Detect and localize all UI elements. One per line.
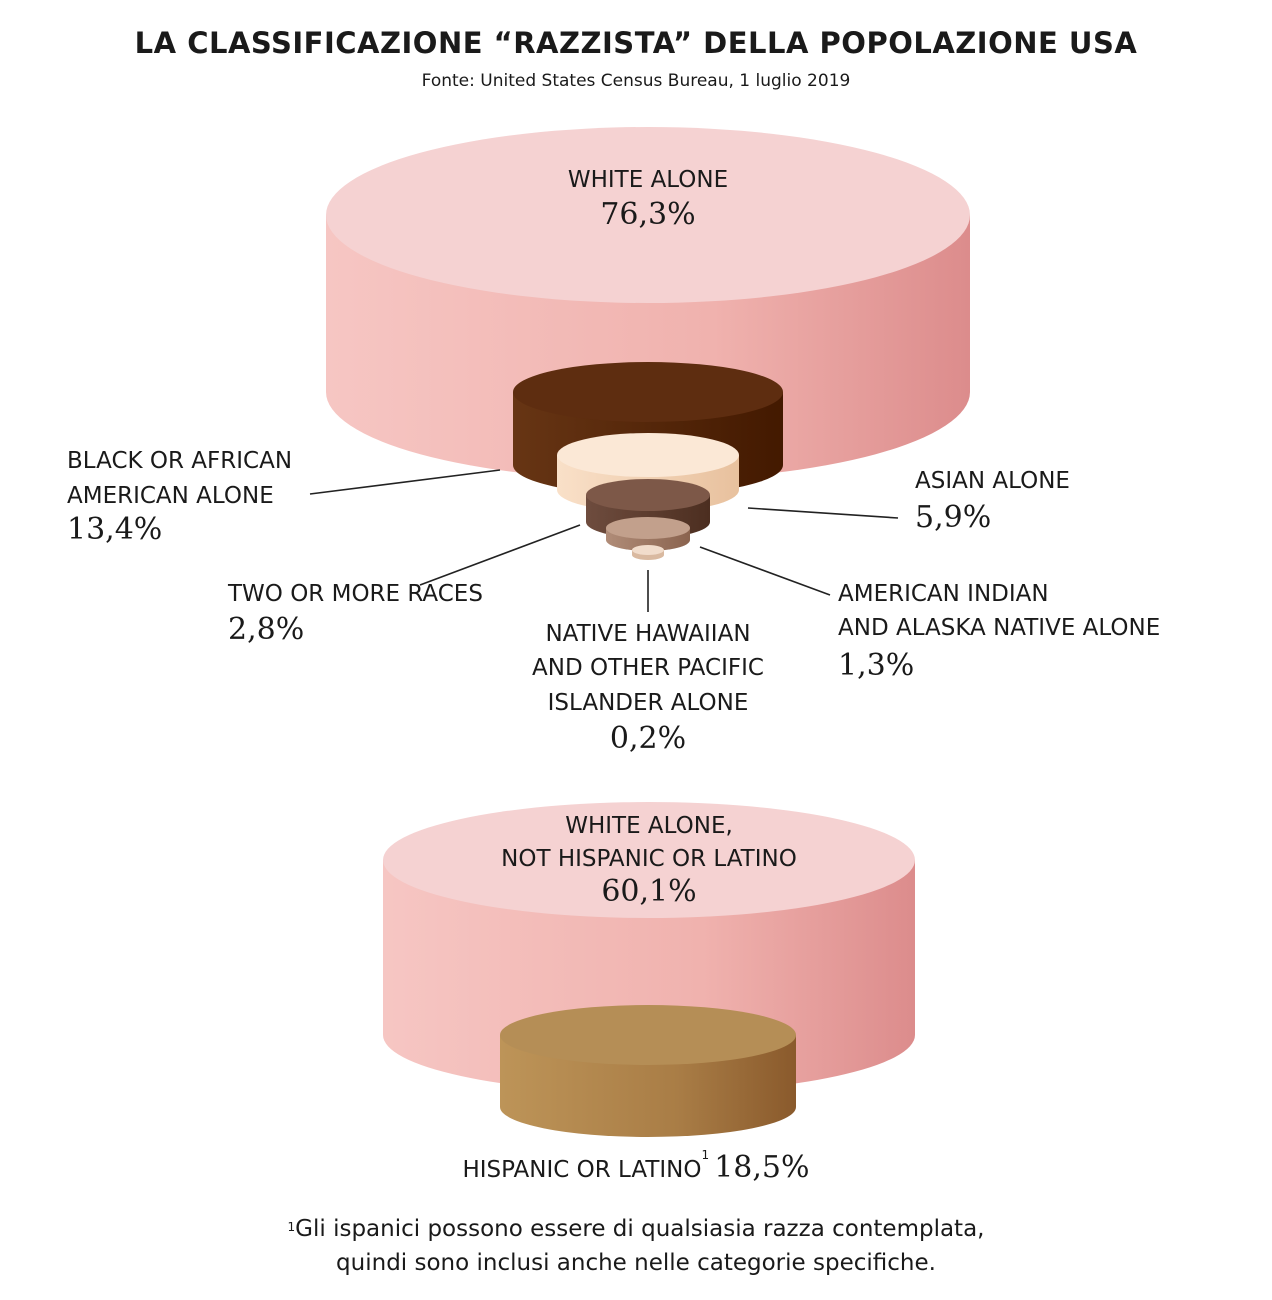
label-native-hawaiian-line3: ISLANDER ALONE xyxy=(547,690,749,716)
value-two-or-more: 2,8% xyxy=(228,612,305,647)
label-american-indian-line1: AMERICAN INDIAN xyxy=(838,581,1049,607)
label-native-hawaiian-line1: NATIVE HAWAIIAN xyxy=(545,621,751,647)
footnote-sup: 1 xyxy=(287,1220,296,1234)
label-black-line1: BLACK OR AFRICAN xyxy=(67,448,293,474)
footnote-line2: quindi sono inclusi anche nelle categorie specifiche. xyxy=(336,1250,936,1276)
label-two-or-more: TWO OR MORE RACES xyxy=(228,581,483,607)
value-black: 13,4% xyxy=(67,512,163,547)
label-asian: ASIAN ALONE xyxy=(915,468,1070,494)
footnote xyxy=(0,1212,1272,1280)
value-native-hawaiian: 0,2% xyxy=(609,721,687,756)
value-white-not-hispanic: 60,1% xyxy=(601,874,697,909)
leader-two-or-more xyxy=(420,525,580,585)
value-hispanic: 18,5% xyxy=(714,1150,810,1185)
label-american-indian-line2: AND ALASKA NATIVE ALONE xyxy=(838,615,1161,641)
value-white-alone: 76,3% xyxy=(600,197,696,232)
label-hispanic-group xyxy=(0,1150,1272,1185)
cylinder-hispanic xyxy=(500,1005,796,1137)
leader-american-indian xyxy=(700,547,830,595)
label-white-not-hispanic-line1: WHITE ALONE, xyxy=(565,813,733,839)
chart-title: LA CLASSIFICAZIONE “RAZZISTA” DELLA POPOLAZIONE USA xyxy=(134,26,1138,60)
chart-subtitle: Fonte: United States Census Bureau, 1 luglio 2019 xyxy=(421,71,851,91)
label-black-line2: AMERICAN ALONE xyxy=(67,483,274,509)
label-hispanic-sup: 1 xyxy=(701,1148,710,1162)
footnote-line1: Gli ispanici possono essere di qualsiasia razza contemplata, xyxy=(295,1216,985,1242)
value-asian: 5,9% xyxy=(915,500,992,535)
label-white-alone: WHITE ALONE xyxy=(567,167,729,193)
label-hispanic: HISPANIC OR LATINO xyxy=(462,1157,702,1183)
value-american-indian: 1,3% xyxy=(838,648,915,683)
label-native-hawaiian-line2: AND OTHER PACIFIC xyxy=(532,655,764,681)
label-white-not-hispanic-line2: NOT HISPANIC OR LATINO xyxy=(501,846,797,872)
cylinder-native-hawaiian xyxy=(632,545,664,560)
leader-asian xyxy=(748,508,898,518)
leader-black xyxy=(310,470,500,494)
